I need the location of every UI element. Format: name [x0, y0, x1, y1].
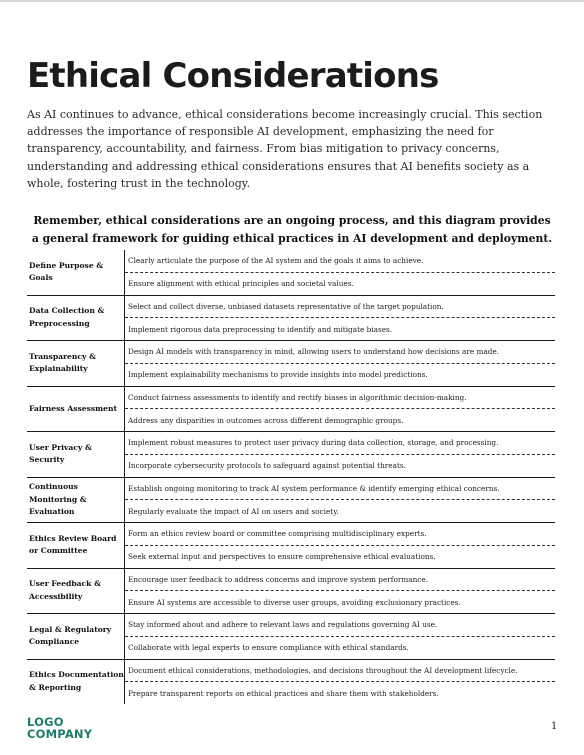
company-logo — [27, 716, 92, 740]
table-row — [27, 523, 555, 569]
intro-paragraph: As AI continues to advance, ethical considerations become increasingly crucial. This section addresses the importance of responsible AI development, emphasizing the need for transparency, accountability, and fairness. From bias mitigation to privacy concerns, understanding and addressing ethical considerations ensures that AI benefits society as a whole, fostering trust in the technology. — [27, 108, 543, 190]
framework-note: Remember, ethical considerations are an ongoing process, and this diagram provides a general framework for guiding ethical practices in AI development and deployment. — [31, 214, 553, 245]
row-item: Form an ethics review board or committee comprising multidisciplinary experts. — [125, 523, 555, 546]
row-items — [124, 432, 555, 477]
row-item: Design AI models with transparency in mind, allowing users to understand how decisions are made. — [125, 341, 555, 364]
row-items — [124, 660, 555, 705]
row-items — [124, 387, 555, 432]
logo-line-1: LOGO — [27, 715, 64, 729]
row-items — [124, 250, 555, 295]
table-row — [27, 341, 555, 387]
category-label: Transparency & Explainability — [29, 351, 96, 374]
page-title: Ethical Considerations — [27, 56, 439, 96]
table-row — [27, 569, 555, 615]
category-label: User Feedback & Accessibility — [29, 579, 101, 601]
row-item: Regularly evaluate the impact of AI on users and society. — [128, 506, 339, 516]
row-item: Stay informed about and adhere to relevant laws and regulations governing AI use. — [125, 614, 555, 637]
page-number: 1 — [551, 721, 558, 732]
row-items — [124, 569, 555, 614]
row-items — [124, 478, 555, 523]
row-item: Encourage user feedback to address concerns and improve system performance. — [125, 569, 555, 592]
row-items — [124, 614, 555, 659]
row-item: Ensure AI systems are accessible to diverse user groups, avoiding exclusionary practices. — [128, 597, 461, 607]
row-item: Implement robust measures to protect user privacy during data collection, storage, and processing. — [125, 432, 555, 455]
row-item: Ensure alignment with ethical principles and societal values. — [128, 279, 354, 289]
row-item: Document ethical considerations, methodologies, and decisions throughout the AI development lifecycle. — [125, 660, 555, 683]
row-item: Implement explainability mechanisms to provide insights into model predictions. — [128, 370, 428, 380]
category-label: User Privacy & Security — [29, 442, 92, 465]
row-item: Address any disparities in outcomes across different demographic groups. — [128, 415, 404, 425]
row-item: Conduct fairness assessments to identify and rectify biases in algorithmic decision-making. — [125, 387, 555, 410]
row-item: Select and collect diverse, unbiased datasets representative of the target population. — [125, 296, 555, 319]
table-row — [27, 387, 555, 433]
row-item: Incorporate cybersecurity protocols to safeguard against potential threats. — [128, 461, 406, 471]
category-label: Ethics Documentation & Reporting — [29, 670, 124, 692]
logo-line-2: COMPANY — [27, 727, 93, 741]
top-border — [0, 0, 584, 2]
table-row — [27, 250, 555, 296]
row-item: Seek external input and perspectives to ensure comprehensive ethical evaluations. — [128, 552, 436, 562]
row-items — [124, 341, 555, 386]
category-label: Legal & Regulatory Compliance — [29, 624, 112, 647]
category-label: Fairness Assessment — [29, 403, 118, 413]
row-item: Implement rigorous data preprocessing to identify and mitigate biases. — [128, 324, 393, 334]
table-row — [27, 660, 555, 705]
table-row — [27, 614, 555, 660]
table-row — [27, 478, 555, 524]
ethics-framework-table — [27, 250, 555, 704]
row-item: Prepare transparent reports on ethical practices and share them with stakeholders. — [128, 688, 439, 698]
category-label: Data Collection & Preprocessing — [29, 306, 105, 328]
table-row — [27, 432, 555, 478]
row-item: Collaborate with legal experts to ensure compliance with ethical standards. — [128, 643, 409, 653]
category-label: Ethics Review Board or Committee — [29, 533, 117, 556]
table-row — [27, 296, 555, 342]
row-item: Establish ongoing monitoring to track AI system performance & identify emerging ethical concerns. — [125, 478, 555, 501]
row-items — [124, 523, 555, 568]
category-label: Define Purpose & Goals — [29, 260, 104, 283]
row-item: Clearly articulate the purpose of the AI system and the goals it aims to achieve. — [125, 250, 555, 273]
row-items — [124, 296, 555, 341]
category-label: Continuous Monitoring & Evaluation — [29, 482, 87, 516]
